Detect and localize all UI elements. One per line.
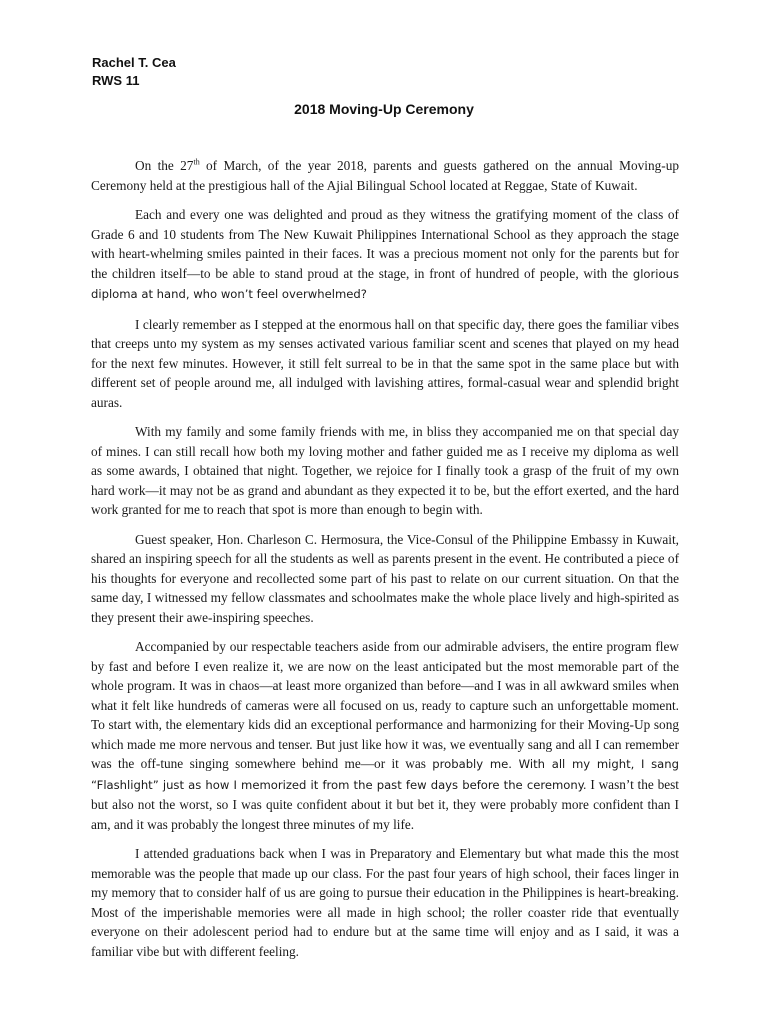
paragraph-2-text-a: Each and every one was delighted and proud as they witness the gratifying moment of the class of Grade 6 and 10 students from The New Kuwait Philippines International School as they approach the stage with heart-whelming smiles painted in their faces. It was a precious moment not only for the parents but for the children itself—to be able to stand proud at the stage, in front of hundred of people, with the	[91, 207, 679, 281]
essay-body	[91, 156, 679, 971]
paragraph-1-text-a: On the 27	[135, 158, 194, 173]
paragraph-6-text-b: probably me. With all my might, I sang “Flashlight” just as how I memorized it from the past few days before the ceremony.	[91, 757, 679, 792]
paragraph-1	[91, 156, 679, 195]
course-code: RWS 11	[92, 73, 140, 88]
paragraph-4: With my family and some family friends with me, in bliss they accompanied me on that special day of mines. I can still recall how both my loving mother and father guided me as I receive my diploma as well as some awards, I obtained that night. Together, we rejoice for I finally took a grasp of the fruit of my own hard work—it may not be as grand and abundant as they expected it to be, but the effort exerted, and the hard work granted for me to reach that spot is more than enough to begin with.	[91, 424, 679, 517]
paragraph-2-text-b: glorious diploma at hand, who won’t feel overwhelmed?	[91, 266, 679, 301]
paragraph-6-text-c: I wasn’t the best but also not the worst, so I was quite confident about it but bet it, they were probably more confident than I am, and it was probably the longest three minutes of my life.	[91, 776, 679, 832]
ordinal-suffix: th	[193, 157, 200, 167]
paragraph-7: I attended graduations back when I was in Preparatory and Elementary but what made this the most memorable was the people that made up our class. For the past four years of high school, their faces linger in my memory that to consider half of us are going to pursue their education in the Philippines is heart-breaking. Most of the imperishable memories were all made in high school; the roller coaster ride that eventually everyone on their adolescent period had to endure but at the same time will enjoy and as I said, it was a familiar vibe but with different feeling.	[91, 846, 679, 959]
paragraph-1-text-b: of March, of the year 2018, parents and guests gathered on the annual Moving-up Ceremony held at the prestigious hall of the Ajial Bilingual School located at Reggae, State of Kuwait.	[91, 158, 679, 193]
paragraph-6	[91, 637, 679, 834]
author-name: Rachel T. Cea	[92, 55, 176, 70]
paragraph-5: Guest speaker, Hon. Charleson C. Hermosura, the Vice-Consul of the Philippine Embassy in Kuwait, shared an inspiring speech for all the students as well as parents present in the event. He contributed a piece of his thoughts for everyone and recollected some part of his past to relate on our current situation. On that the same day, I witnessed my fellow classmates and schoolmates make the whole place lively and high-spirited as they present their awe-inspiring speeches.	[91, 531, 679, 625]
author-header	[92, 54, 176, 90]
paragraph-2	[91, 205, 679, 305]
document-title: 2018 Moving-Up Ceremony	[294, 101, 474, 117]
paragraph-3: I clearly remember as I stepped at the enormous hall on that specific day, there goes the familiar vibes that creeps unto my system as my senses activated various familiar scent and scenes that played on my head for the next few minutes. However, it still felt surreal to be in that the same spot in the same place but with different set of people around me, all indulged with lavishing attires, formal-casual wear and splendid bright auras.	[91, 316, 679, 410]
paragraph-6-text-a: Accompanied by our respectable teachers aside from our admirable advisers, the entire program flew by fast and before I even realize it, we are now on the least anticipated but the most memorable part of the whole program. It was in chaos—at least more organized than before—and I was in all awkward smiles when what it felt like hundreds of cameras were all focused on us, ready to capture such an unforgettable moment. To start with, the elementary kids did an exceptional performance and harmonizing for their Moving-Up song which made me more nervous and tenser. But just like how it was, we eventually sang and all I can remember was the off-tune singing somewhere behind me—or it was	[91, 639, 679, 771]
